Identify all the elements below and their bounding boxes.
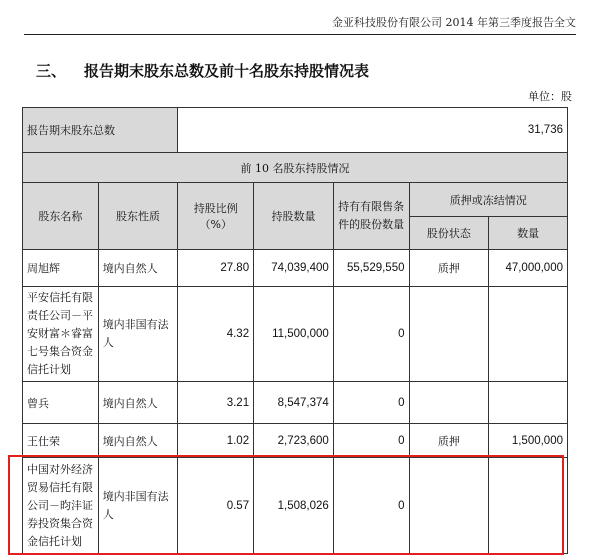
table-subtitle: 前 10 名股东持股情况 — [23, 153, 568, 183]
cell-shares: 11,500,000 — [254, 287, 334, 382]
cell-pledge-qty: 1,500,000 — [489, 424, 568, 458]
col-header-shares: 持股数量 — [254, 183, 334, 250]
cell-shares: 74,039,400 — [254, 250, 334, 287]
cell-restricted: 0 — [333, 424, 409, 458]
cell-pledge-qty: 47,000,000 — [489, 250, 568, 287]
cell-pledge-status: 质押 — [409, 424, 489, 458]
cell-name: 周旭辉 — [23, 250, 99, 287]
summary-label: 报告期末股东总数 — [23, 108, 178, 153]
table-row — [23, 250, 568, 287]
col-header-restricted: 持有有限售条件的股份数量 — [333, 183, 409, 250]
cell-nature: 境内自然人 — [98, 424, 178, 458]
cell-shares: 8,547,374 — [254, 382, 334, 424]
cell-name: 曾兵 — [23, 382, 99, 424]
cell-ratio: 4.32 — [178, 287, 254, 382]
cell-pledge-status: 质押 — [409, 250, 489, 287]
summary-value: 31,736 — [178, 108, 568, 153]
cell-pledge-qty — [489, 287, 568, 382]
section-heading — [36, 60, 369, 81]
table-row — [23, 424, 568, 458]
col-header-name: 股东名称 — [23, 183, 99, 250]
col-header-pledge-group: 质押或冻结情况 — [409, 183, 568, 217]
cell-nature: 境内自然人 — [98, 250, 178, 287]
cell-pledge-status — [409, 382, 489, 424]
cell-pledge-status — [409, 458, 489, 554]
cell-pledge-qty — [489, 458, 568, 554]
subtitle-row — [23, 153, 568, 183]
table-row — [23, 382, 568, 424]
cell-nature: 境内非国有法人 — [98, 458, 178, 554]
cell-name: 王仕荣 — [23, 424, 99, 458]
cell-pledge-qty — [489, 382, 568, 424]
cell-shares: 2,723,600 — [254, 424, 334, 458]
cell-nature: 境内非国有法人 — [98, 287, 178, 382]
page-header — [24, 0, 576, 38]
cell-nature: 境内自然人 — [98, 382, 178, 424]
col-header-pledge-status: 股份状态 — [409, 217, 489, 250]
cell-ratio: 3.21 — [178, 382, 254, 424]
table-row — [23, 458, 568, 554]
cell-ratio: 1.02 — [178, 424, 254, 458]
summary-row — [23, 108, 568, 153]
unit-label: 单位：股 — [528, 90, 572, 103]
table-row — [23, 287, 568, 382]
cell-restricted: 0 — [333, 382, 409, 424]
cell-shares: 1,508,026 — [254, 458, 334, 554]
cell-name: 中国对外经济贸易信托有限公司－昀沣证券投资集合资金信托计划 — [23, 458, 99, 554]
col-header-nature: 股东性质 — [98, 183, 178, 250]
document-title: 金亚科技股份有限公司 2014 年第三季度报告全文 — [332, 16, 576, 29]
column-header-row — [23, 183, 568, 217]
section-number: 三、 — [36, 62, 67, 80]
cell-restricted: 0 — [333, 287, 409, 382]
cell-ratio: 0.57 — [178, 458, 254, 554]
col-header-ratio: 持股比例（%） — [178, 183, 254, 250]
cell-pledge-status — [409, 287, 489, 382]
cell-restricted: 0 — [333, 458, 409, 554]
shareholder-table — [22, 107, 568, 554]
col-header-pledge-qty: 数量 — [489, 217, 568, 250]
section-title: 报告期末股东总数及前十名股东持股情况表 — [84, 62, 370, 80]
cell-ratio: 27.80 — [178, 250, 254, 287]
cell-name: 平安信托有限责任公司－平安财富＊睿富七号集合资金信托计划 — [23, 287, 99, 382]
cell-restricted: 55,529,550 — [333, 250, 409, 287]
header-rule — [24, 34, 576, 35]
